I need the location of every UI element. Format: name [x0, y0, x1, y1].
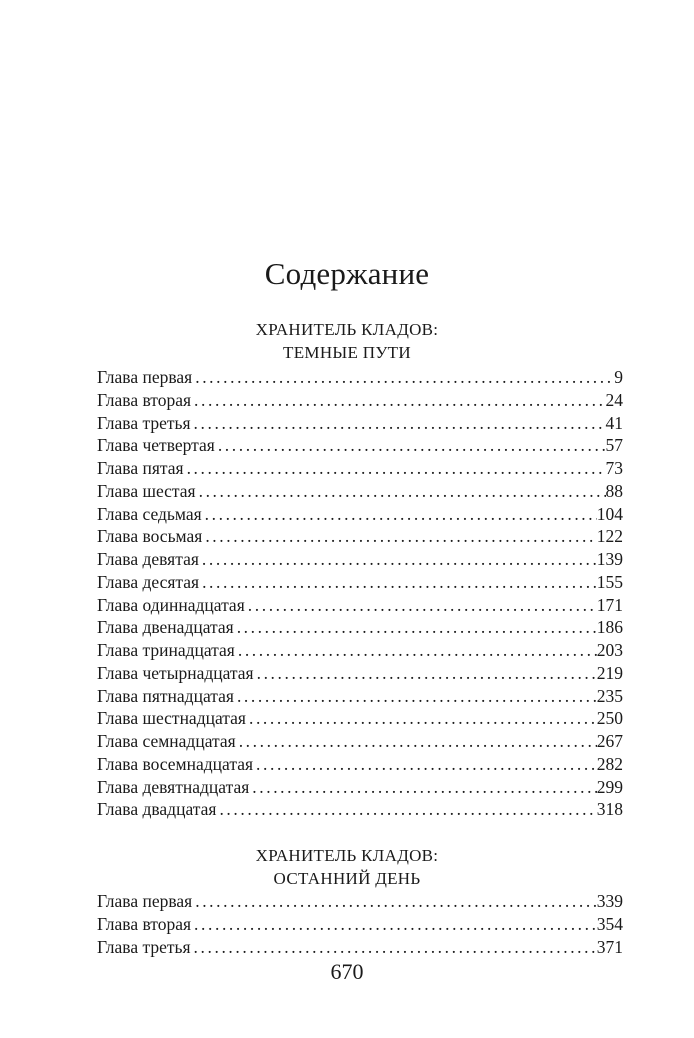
chapter-title: Глава первая: [97, 891, 193, 911]
dot-leader: [234, 685, 597, 708]
chapter-page-number: 104: [596, 503, 623, 524]
dot-leader: [199, 548, 597, 571]
chapter-title: Глава четырнадцатая: [97, 662, 254, 683]
chapter-page-number: 318: [596, 799, 623, 820]
chapter-title: Глава седьмая: [97, 503, 202, 524]
chapter-page-number: 299: [596, 776, 623, 797]
dot-leader: [254, 662, 597, 685]
dot-leader: [191, 936, 597, 959]
chapter-page-number: 139: [596, 549, 623, 569]
dot-leader: [253, 753, 597, 776]
dot-leader: [191, 389, 605, 412]
chapter-title: Глава шестая: [97, 480, 196, 501]
chapter-title: Глава восемнадцатая: [97, 753, 254, 774]
chapter-title: Глава тринадцатая: [97, 640, 235, 660]
toc-entry[interactable]: [97, 412, 623, 435]
chapter-page-number: 235: [596, 685, 623, 706]
toc-entry[interactable]: [97, 730, 623, 753]
chapter-page-number: 122: [596, 526, 623, 547]
toc-entry[interactable]: [97, 936, 623, 959]
chapter-title: Глава восьмая: [97, 526, 203, 547]
chapter-page-number: 250: [596, 708, 623, 729]
chapter-title: Глава девятнадцатая: [97, 776, 250, 797]
chapter-title: Глава третья: [97, 936, 191, 957]
dot-leader: [235, 639, 597, 662]
toc-entry[interactable]: [97, 913, 623, 936]
chapter-page-number: 219: [596, 662, 623, 683]
chapter-title: Глава третья: [97, 412, 191, 433]
page-number: 670: [330, 959, 364, 984]
page-title: Содержание: [264, 256, 430, 291]
dot-leader: [249, 776, 596, 799]
dot-leader: [184, 457, 606, 480]
toc-entry[interactable]: [97, 548, 623, 571]
chapter-title: Глава четвертая: [97, 435, 215, 456]
chapter-page-number: 9: [614, 367, 623, 387]
dot-leader: [246, 707, 597, 730]
dot-leader: [245, 594, 597, 617]
dot-leader: [192, 890, 597, 913]
dot-leader: [191, 412, 606, 435]
dot-leader: [202, 503, 597, 526]
toc-entry[interactable]: [97, 594, 623, 617]
section-heading-line1: ХРАНИТЕЛЬ КЛАДОВ:: [255, 320, 439, 339]
chapter-page-number: 267: [596, 731, 623, 751]
section-heading-line2: ТЕМНЫЕ ПУТИ: [283, 343, 411, 362]
toc-entry[interactable]: [97, 685, 623, 708]
chapter-title: Глава шестнадцатая: [97, 708, 246, 729]
chapter-title: Глава двадцатая: [97, 799, 217, 820]
chapter-page-number: 24: [605, 389, 623, 410]
toc-entry[interactable]: [97, 776, 623, 799]
chapter-title: Глава одиннадцатая: [97, 594, 245, 615]
dot-leader: [236, 730, 597, 753]
chapter-page-number: 203: [596, 640, 623, 660]
dot-leader: [216, 798, 596, 821]
toc-entry[interactable]: [97, 434, 623, 457]
toc-entry[interactable]: [97, 571, 623, 594]
toc-entry[interactable]: [97, 525, 623, 548]
toc-entry[interactable]: [97, 707, 623, 730]
chapter-page-number: 41: [605, 412, 623, 433]
section-heading-line2: ОСТАННИЙ ДЕНЬ: [273, 869, 421, 888]
dot-leader: [215, 434, 606, 457]
chapter-title: Глава первая: [97, 367, 193, 387]
toc-entry[interactable]: [97, 753, 623, 776]
toc-entry[interactable]: [97, 457, 623, 480]
dot-leader: [196, 480, 606, 503]
chapter-title: Глава вторая: [97, 913, 192, 934]
chapter-page-number: 155: [596, 571, 623, 592]
chapter-page-number: 354: [596, 913, 623, 934]
dot-leader: [191, 913, 597, 936]
chapter-page-number: 371: [596, 936, 623, 957]
chapter-page-number: 282: [596, 753, 623, 774]
chapter-title: Глава девятая: [97, 549, 199, 569]
dot-leader: [192, 366, 614, 389]
toc-entry[interactable]: [97, 503, 623, 526]
chapter-title: Глава семнадцатая: [97, 731, 236, 751]
toc-entry[interactable]: [97, 890, 623, 913]
chapter-page-number: 73: [605, 458, 623, 478]
dot-leader: [234, 616, 597, 639]
toc-entry[interactable]: [97, 798, 623, 821]
toc-list: [97, 890, 623, 958]
chapter-page-number: 171: [596, 594, 623, 615]
chapter-page-number: 57: [605, 435, 623, 456]
toc-entry[interactable]: [97, 639, 623, 662]
section-heading-line1: ХРАНИТЕЛЬ КЛАДОВ:: [255, 846, 439, 865]
toc-entry[interactable]: [97, 389, 623, 412]
chapter-page-number: 88: [605, 480, 623, 501]
toc-entry[interactable]: [97, 616, 623, 639]
dot-leader: [199, 571, 597, 594]
toc-entry[interactable]: [97, 662, 623, 685]
chapter-page-number: 186: [596, 617, 623, 638]
chapter-title: Глава пятая: [97, 458, 184, 478]
chapter-page-number: 339: [596, 891, 623, 911]
toc-list: [97, 366, 623, 821]
toc-entry[interactable]: [97, 480, 623, 503]
toc-entry[interactable]: [97, 366, 623, 389]
dot-leader: [202, 525, 596, 548]
chapter-title: Глава вторая: [97, 389, 192, 410]
chapter-title: Глава пятнадцатая: [97, 685, 234, 706]
chapter-title: Глава двенадцатая: [97, 617, 234, 638]
chapter-title: Глава десятая: [97, 571, 200, 592]
